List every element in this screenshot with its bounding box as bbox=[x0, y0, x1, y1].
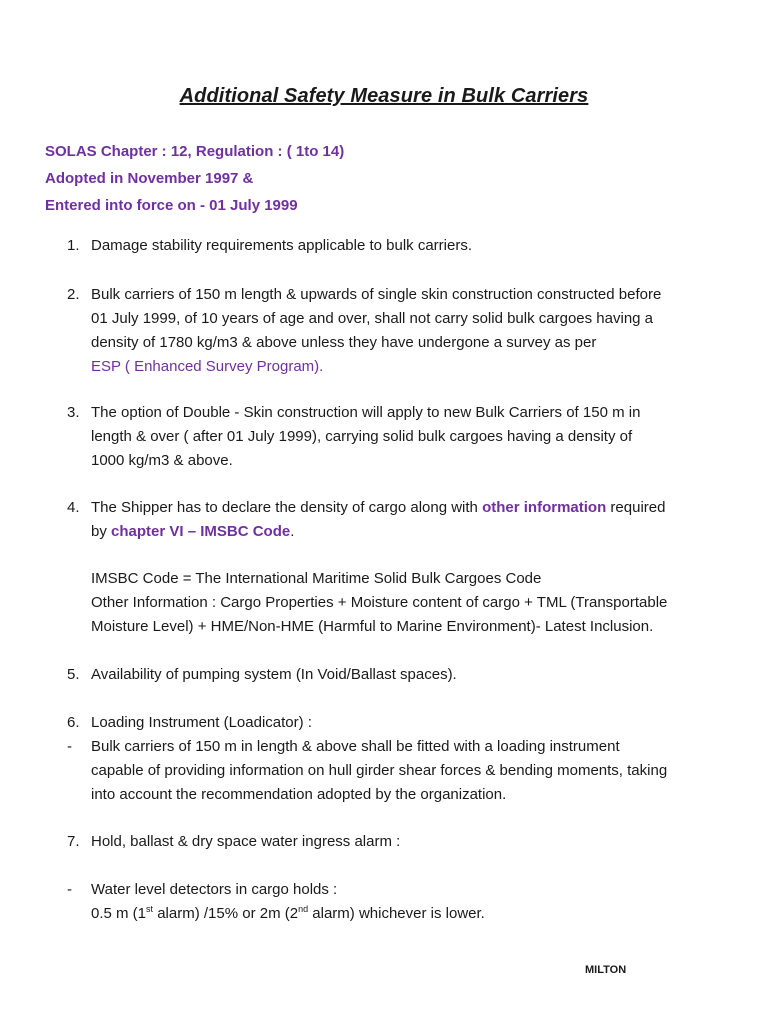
item-number: 2. bbox=[67, 286, 80, 303]
solas-chapter-line: SOLAS Chapter : 12, Regulation : ( 1to 14) bbox=[45, 143, 345, 160]
item-number: 1. bbox=[67, 237, 80, 254]
item-number: 7. bbox=[67, 833, 80, 850]
list-item-7 bbox=[67, 830, 737, 854]
note-line: IMSBC Code = The International Maritime Solid Bulk Cargoes Code bbox=[91, 570, 542, 587]
superscript: st bbox=[146, 904, 154, 914]
note-line: Other Information : Cargo Properties + Moisture content of cargo + TML (Transportable bbox=[91, 594, 668, 611]
item-text-part: alarm) /15% or 2m (2 bbox=[153, 905, 299, 922]
item-number: 4. bbox=[67, 499, 80, 516]
item-line: length & over ( after 01 July 1999), carrying solid bulk cargoes having a density of bbox=[91, 428, 633, 445]
item-line bbox=[91, 496, 737, 520]
dash-bullet: - bbox=[67, 738, 72, 755]
esp-reference: ESP ( Enhanced Survey Program). bbox=[91, 358, 324, 375]
list-item-3 bbox=[67, 401, 737, 473]
solas-force-line: Entered into force on - 01 July 1999 bbox=[45, 197, 298, 214]
item-line: The option of Double - Skin construction will apply to new Bulk Carriers of 150 m in bbox=[91, 404, 641, 421]
item-line: capable of providing information on hull girder shear forces & bending moments, taking bbox=[91, 762, 668, 779]
item-line: density of 1780 kg/m3 & above unless they have undergone a survey as per bbox=[91, 334, 597, 351]
item-text-part: by bbox=[91, 523, 112, 540]
item-line: Bulk carriers of 150 m in length & above shall be fitted with a loading instrument bbox=[91, 738, 620, 755]
list-item-2 bbox=[67, 283, 737, 379]
item-number: 6. bbox=[67, 714, 80, 731]
dash-bullet: - bbox=[67, 881, 72, 898]
solas-adopted-line: Adopted in November 1997 & bbox=[45, 170, 254, 187]
footer-author: MILTON bbox=[585, 964, 627, 976]
superscript: nd bbox=[298, 904, 309, 914]
list-item-6-detail bbox=[67, 735, 737, 807]
item-number: 5. bbox=[67, 666, 80, 683]
item-text-part: 0.5 m (1 bbox=[91, 905, 147, 922]
item-text: Damage stability requirements applicable to bulk carriers. bbox=[91, 237, 473, 254]
other-information-highlight: other information bbox=[482, 499, 607, 516]
alarm-threshold-line bbox=[91, 902, 737, 926]
item-heading: Loading Instrument (Loadicator) : bbox=[91, 714, 312, 731]
item-line: Bulk carriers of 150 m length & upwards of single skin construction constructed before bbox=[91, 286, 662, 303]
note-line: Moisture Level) + HME/Non-HME (Harmful to Marine Environment)- Latest Inclusion. bbox=[91, 618, 654, 635]
item-line: Water level detectors in cargo holds : bbox=[91, 881, 338, 898]
item-text-part: alarm) whichever is lower. bbox=[308, 905, 485, 922]
item-text-part: required bbox=[606, 499, 666, 516]
list-item-7-detail bbox=[67, 878, 737, 926]
page-title: Additional Safety Measure in Bulk Carriers bbox=[179, 85, 589, 107]
solas-info-block bbox=[45, 138, 344, 219]
list-item-6 bbox=[67, 711, 737, 735]
item-heading: Hold, ballast & dry space water ingress alarm : bbox=[91, 833, 401, 850]
item-text-part: . bbox=[290, 523, 295, 540]
item-text-part: The Shipper has to declare the density of cargo along with bbox=[91, 499, 483, 516]
item-line: 01 July 1999, of 10 years of age and over, shall not carry solid bulk cargoes having a bbox=[91, 310, 654, 327]
item-line: into account the recommendation adopted by the organization. bbox=[91, 786, 507, 803]
item-text: Availability of pumping system (In Void/Ballast spaces). bbox=[91, 666, 457, 683]
list-item-1 bbox=[67, 234, 737, 258]
list-item-5 bbox=[67, 663, 737, 687]
item-line: 1000 kg/m3 & above. bbox=[91, 452, 233, 469]
list-item-4 bbox=[67, 496, 737, 639]
item-number: 3. bbox=[67, 404, 80, 421]
imsbc-code-highlight: chapter VI – IMSBC Code bbox=[111, 523, 291, 540]
item-line bbox=[91, 520, 737, 544]
